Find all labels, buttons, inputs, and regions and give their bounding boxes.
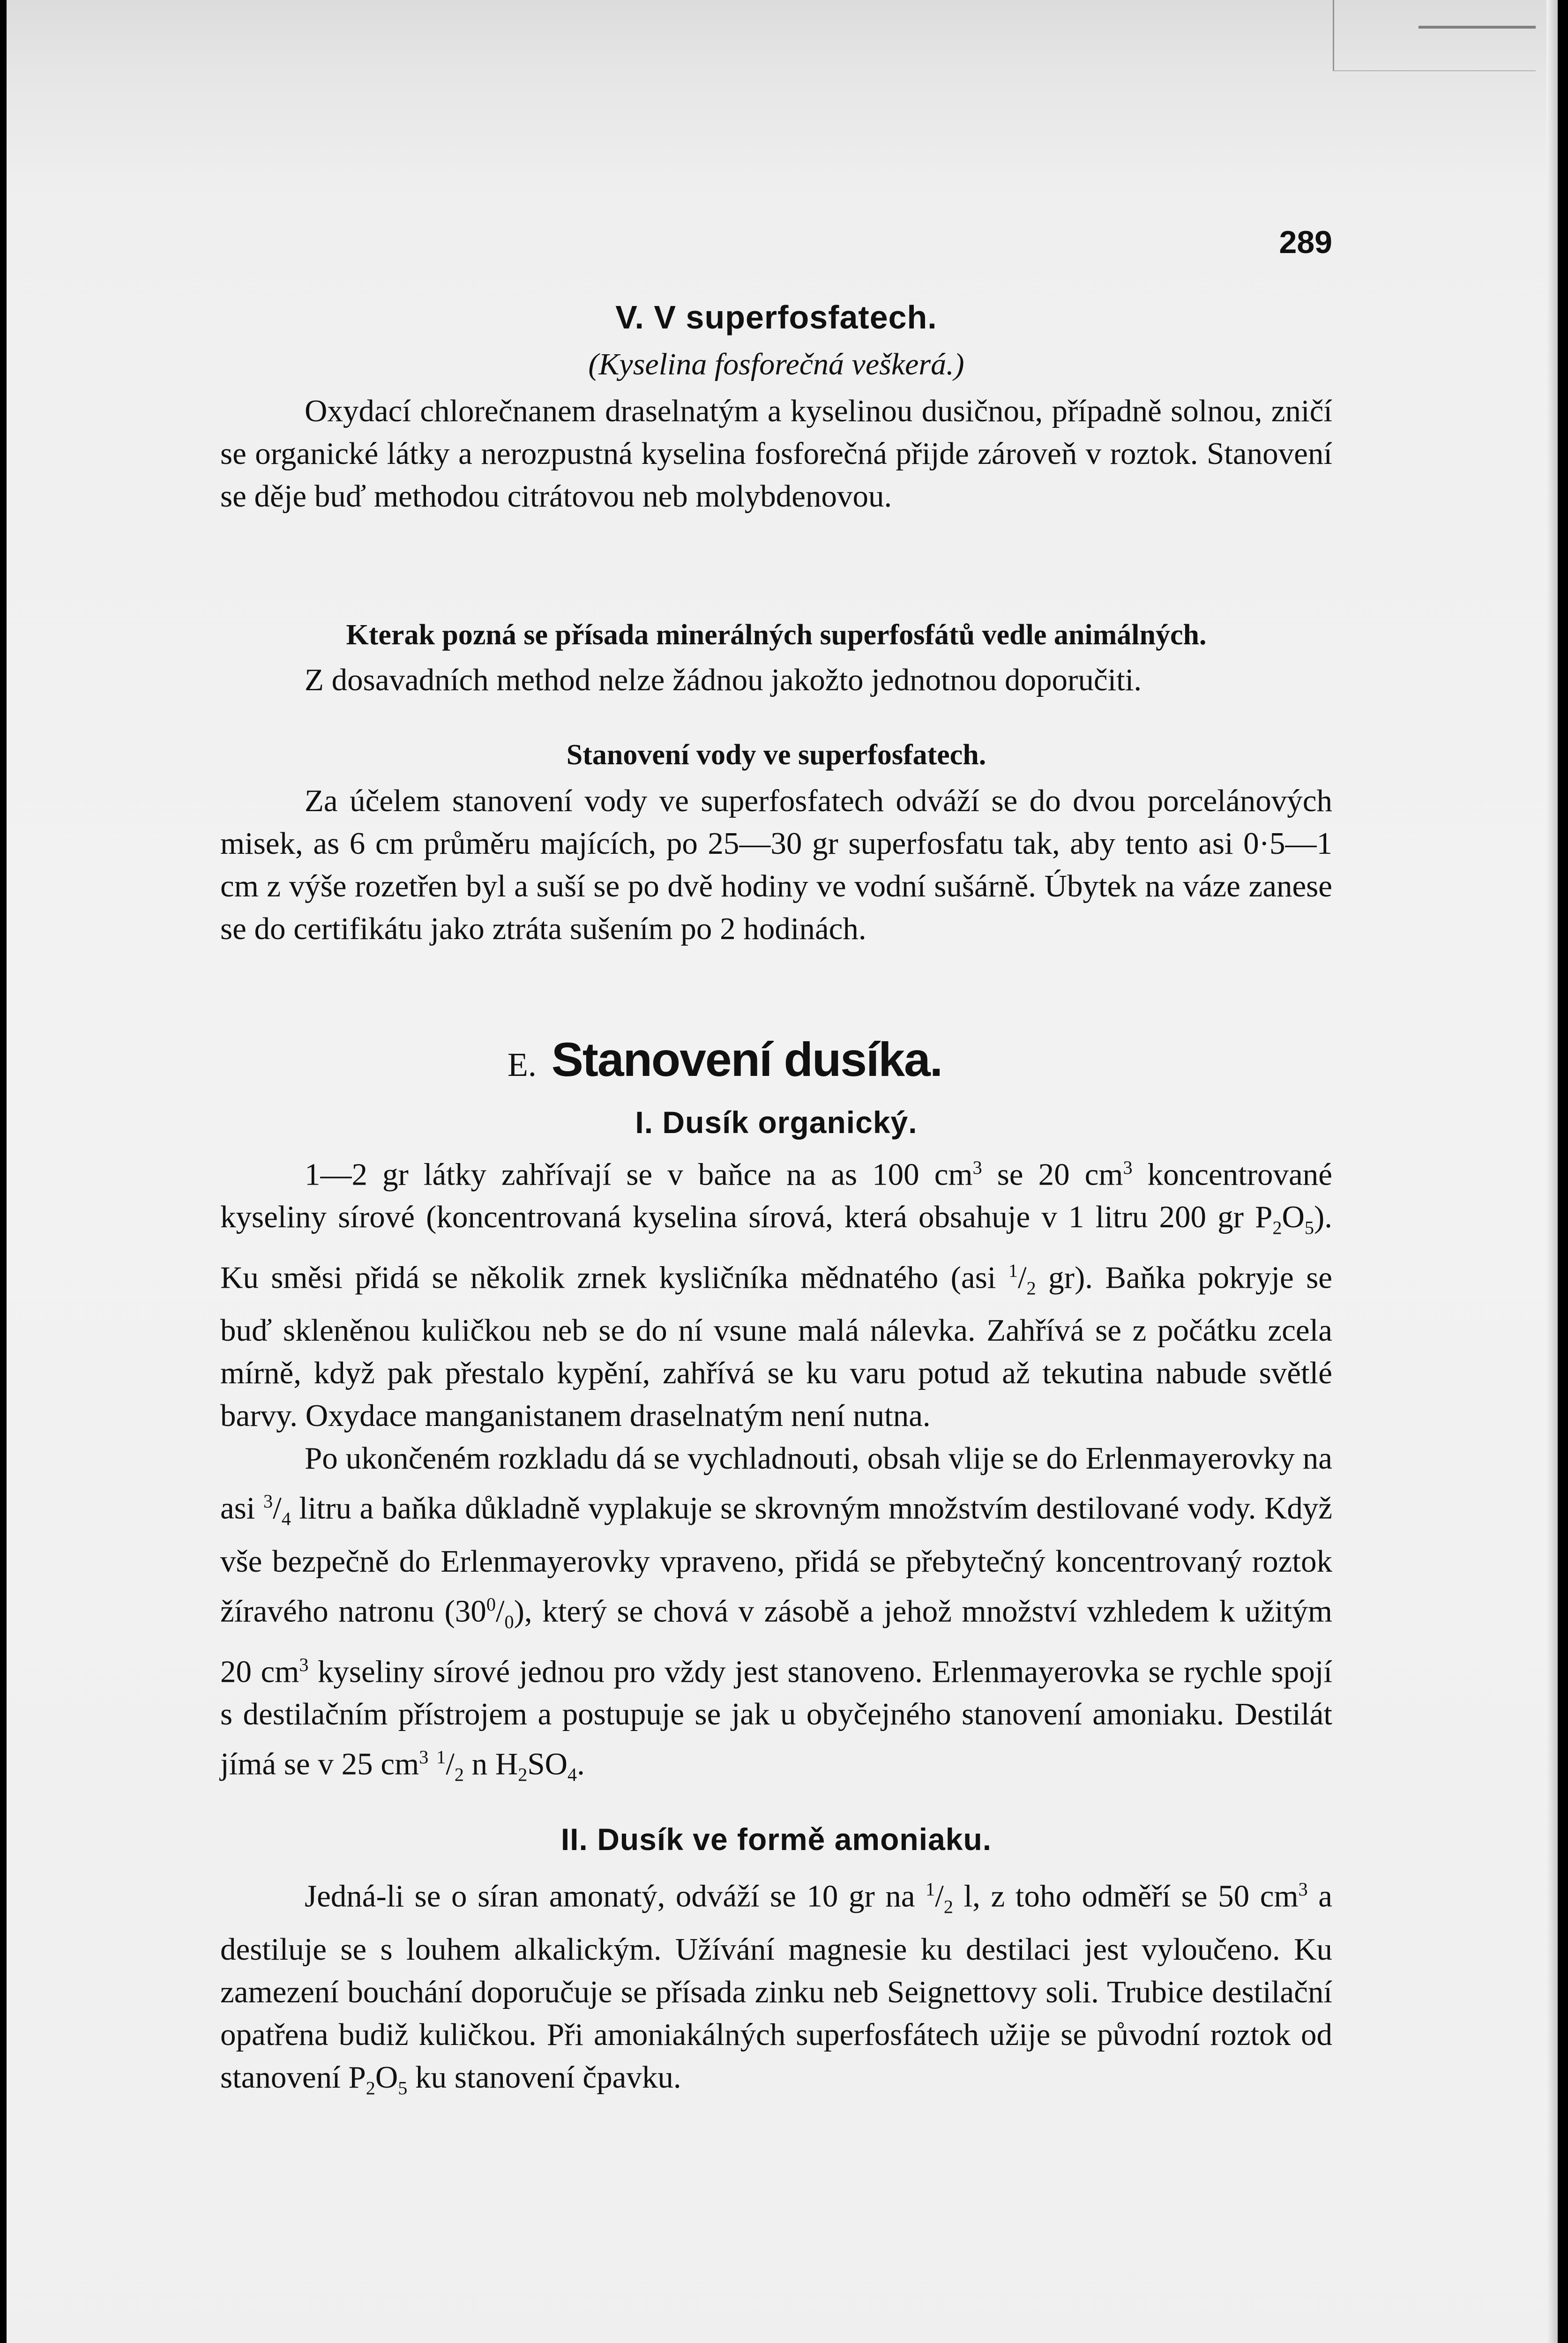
corner-scan-mark — [1333, 0, 1536, 71]
page-number: 289 — [1279, 224, 1332, 260]
water-heading: Stanovení vody ve superfosfatech. — [566, 739, 986, 771]
mineral-section — [220, 614, 1332, 701]
water-section — [220, 734, 1332, 950]
section-e-letter: E. — [507, 1046, 537, 1083]
section-v-heading: V. V superfosfatech. — [615, 299, 937, 336]
organic-paragraph-2: Po ukončeném rozkladu dá se vychladnouti, obsah vlije se do Erlenmayerovky na asi $^3/_4$ litru a baňka důkladně vyplakuje se skrovným množstvím destilované vody. Když vše bezpečně do Erlenmayerovky vpraveno, přidá se přebytečný koncentrovaný roztok žíravého natronu $(30^0/_0)$, který se chová v zásobě a jehož množství vzhledem k užitým 20 $cm^3$ kyseliny sírové jednou pro vždy jest stanoveno. Erlenmayerovka se rychle spojí s destilačním přístrojem a postupuje se jak u obyčejného stanovení amoniaku. Destilát jímá se v 25 $cm^3$ $^1/_2$ n $H_2SO_4$. — [220, 1441, 1332, 1785]
section-e-title: Stanovení dusíka. — [551, 1033, 942, 1086]
organic-paragraph-1: 1—2 gr látky zahřívají se v baňce na as 100 $cm^3$ se 20 $cm^3$ koncentrované kyseliny sírové (koncentrovaná kyselina sírová, která obsahuje v 1 litru 200 gr $P_2O_5$). Ku směsi přidá se několik zrnek kysličníka mědnatého (asi $^1/_2$ gr). Baňka pokryje se buď skleněnou kuličkou neb se do ní vsune malá nálevka. Zahřívá se z počátku zcela mírně, když pak přestalo kypění, zahřívá se ku varu potud až tekutina nabude světlé barvy. Oxydace manganistanem draselnatým není nutna. — [220, 1157, 1333, 1433]
water-paragraph: Za účelem stanovení vody ve superfosfatech odváží se do dvou porcelánových misek, as 6 cm průměru majících, po 25—30 gr superfosfatu tak, aby tento asi 0·5—1 cm z výše rozetřen byl a suší se po dvě hodiny ve vodní sušárně. Úbytek na váze zanese se do certifikátu jako ztráta sušením po 2 hodinách. — [220, 783, 1332, 946]
section-v-subheading: (Kyselina fosforečná veškerá.) — [588, 347, 964, 381]
page-edge-shadow — [1546, 0, 1558, 2343]
ammonia-section — [220, 1818, 1332, 2109]
mineral-paragraph: Z dosavadních method nelze žádnou jakožto jednotnou doporučiti. — [305, 663, 1142, 697]
organic-section — [220, 1101, 1332, 1796]
section-e — [220, 1029, 1332, 1090]
mineral-heading: Kterak pozná se přísada minerálných superfosfátů vedle animálných. — [346, 619, 1207, 651]
page — [7, 0, 1558, 2343]
ammonia-heading: II. Dusík ve formě amoniaku. — [560, 1822, 992, 1857]
page-header — [220, 224, 1332, 261]
organic-heading: I. Dusík organický. — [635, 1105, 918, 1140]
ammonia-paragraph: Jedná-li se o síran amonatý, odváží se 10 gr na $^1/_2$ l, z toho odměří se 50 $cm^3$ a destiluje se s louhem alkalickým. Užívání magnesie ku destilaci jest vyloučeno. Ku zamezení bouchání doporučuje se přísada zinku neb Seignettovy soli. Trubice destilační opatřena budiž kuličkou. Při amoniakálných superfosfátech užije se původní roztok od stanovení $P_2O_5$ ku stanovení čpavku. — [220, 1879, 1332, 2099]
section-v-paragraph: Oxydací chlorečnanem draselnatým a kyselinou dusičnou, případně solnou, zničí se organické látky a nerozpustná kyselina fosforečná přijde zároveň v roztok. Stanovení se děje buď methodou citrátovou neb molybdenovou. — [220, 394, 1332, 514]
section-v — [220, 296, 1332, 518]
